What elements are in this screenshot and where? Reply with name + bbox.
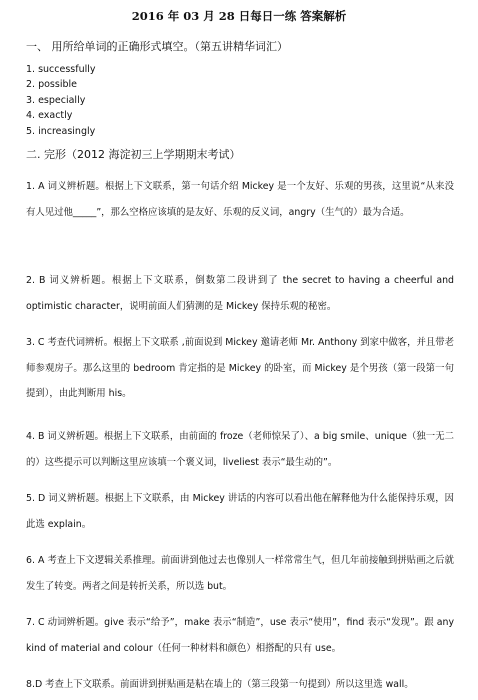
word-answer-list: [26, 62, 96, 139]
list-item: 5. increasingly: [26, 125, 96, 137]
list-item: 2. possible: [26, 79, 77, 91]
answer-paragraph: 7. C 动词辨析题。give 表示“给予”，make 表示“制造”，use 表示“使用”，find 表示“发现”。跟 any kind of material and colour（任何一种材料和颜色）相搭配的只有 use。: [26, 617, 454, 654]
answer-paragraph: 8.D 考查上下文联系。前面讲到拼贴画是粘在墙上的（第三段第一句提到）所以这里选 wall。: [26, 679, 414, 690]
answer-paragraph: 1. A 词义辨析题。根据上下文联系，第一句话介绍 Mickey 是一个友好、乐观的男孩，这里说“从来没有人见过他_____”，那么空格应该填的是友好、乐观的反义词，angry（生气的）最为合适。: [26, 181, 454, 218]
answer-paragraph: 6. A 考查上下文逻辑关系推理。前面讲到他过去也像别人一样常常生气，但几年前接触到拼贴画之后就发生了转变。两者之间是转折关系，所以选 but。: [26, 555, 454, 592]
section1-heading: 一、 用所给单词的正确形式填空。（第五讲精华词汇）: [26, 40, 288, 53]
list-item: 1. successfully: [26, 64, 96, 75]
list-item: 3. especially: [26, 94, 86, 106]
answer-paragraph: 5. D 词义辨析题。根据上下文联系，由 Mickey 讲话的内容可以看出他在解释他为什么能保持乐观，因此选 explain。: [26, 493, 454, 530]
list-item: 4. exactly: [26, 110, 73, 122]
answer-paragraph: 4. B 词义辨析题。根据上下文联系，由前面的 froze（老师惊呆了）、a big smile、unique（独一无二的）这些提示可以判断这里应该填一个褒义词，liveliest 表示“最生动的”。: [26, 431, 454, 468]
answer-paragraph: 3. C 考查代词辨析。根据上下文联系 ,前面说到 Mickey 邀请老师 Mr. Anthony 到家中做客，并且带老师参观房子。那么这里的 bedroom 肯定指的是 Mickey 的卧室，而 Mickey 是个男孩（第一段第一句提到），由此判断用 his。: [26, 337, 454, 399]
page-title: 2016 年 03 月 28 日每日一练 答案解析: [131, 9, 347, 23]
answer-paragraph: 2. B 词义辨析题。根据上下文联系，倒数第二段讲到了 the secret to having a cheerful and optimistic character，说明前面人们猜测的是 Mickey 保持乐观的秘密。: [26, 275, 454, 312]
section2-heading: 二. 完形（2012 海淀初三上学期期末考试）: [26, 148, 241, 161]
